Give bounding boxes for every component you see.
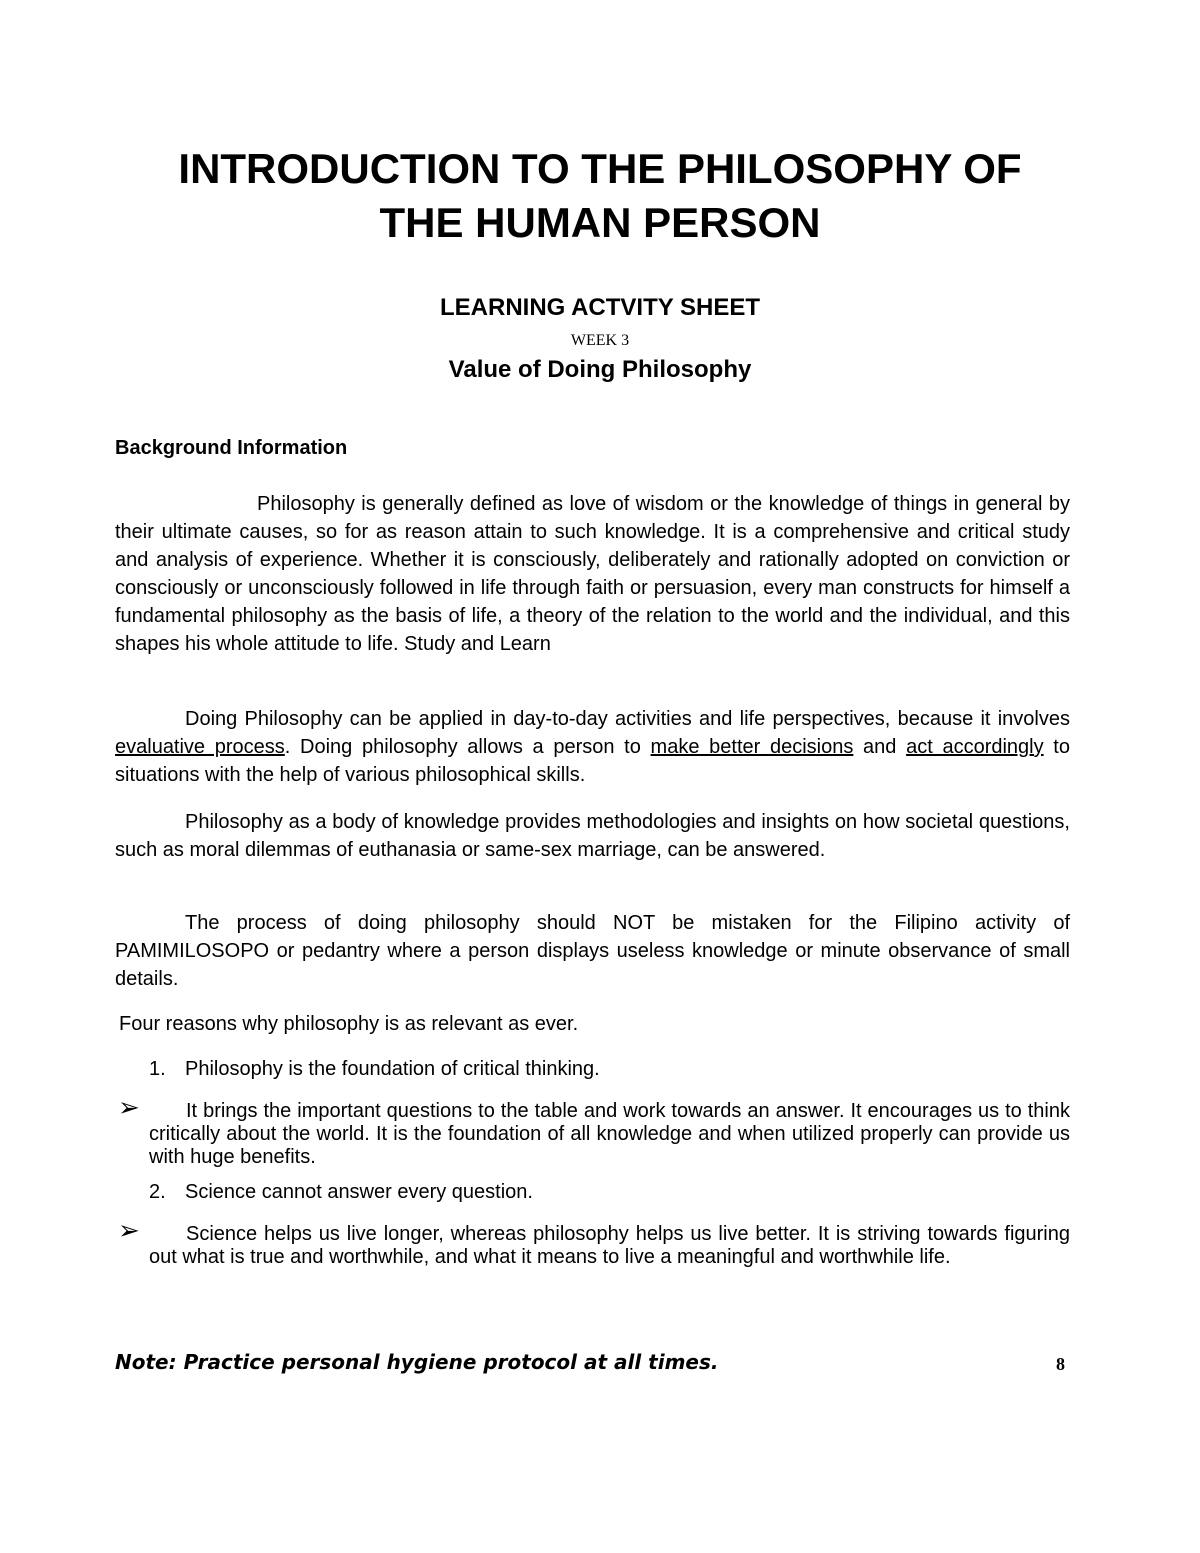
arrow-bullet-icon: ➢ bbox=[118, 1216, 140, 1246]
numbered-item-1 bbox=[149, 1055, 600, 1083]
bullet-text: Science helps us live longer, whereas philosophy helps us live better. It is striving towards figuring out what is true and worthwhile, and what it means to live a meaningful and worthwhile life. bbox=[149, 1223, 1070, 1268]
page-title-line-2: THE HUMAN PERSON bbox=[379, 199, 821, 246]
sheet-subtitle: LEARNING ACTVITY SHEET bbox=[439, 294, 761, 321]
topic-heading: Value of Doing Philosophy bbox=[448, 356, 752, 383]
bullet-item-1 bbox=[118, 1093, 1070, 1169]
bullet-item-2 bbox=[118, 1216, 1070, 1269]
paragraph-body-of-knowledge: Philosophy as a body of knowledge provides methodologies and insights on how societal questions, such as moral dilemmas of euthanasia or same-sex marriage, can be answered. bbox=[115, 811, 1070, 861]
week-label: WEEK 3 bbox=[570, 332, 630, 349]
page-number: 8 bbox=[1056, 1354, 1065, 1374]
paragraph-text: . Doing philosophy allows a person to bbox=[284, 736, 651, 758]
item-number: 1. bbox=[149, 1058, 166, 1080]
item-label: Science cannot answer every question. bbox=[185, 1181, 533, 1203]
bullet-text: It brings the important questions to the table and work towards an answer. It encourages us to think critically about the world. It is the foundation of all knowledge and when utilized properly can provide us with huge benefits. bbox=[149, 1100, 1070, 1168]
reasons-intro: Four reasons why philosophy is as relevant as ever. bbox=[119, 1013, 579, 1035]
paragraph-doing-philosophy bbox=[115, 705, 1070, 789]
paragraph-text: Doing Philosophy can be applied in day-to-day activities and life perspectives, because it involves bbox=[185, 708, 1070, 730]
section-heading: Background Information bbox=[115, 437, 348, 459]
underlined-phrase-evaluative-process: evaluative process bbox=[115, 736, 285, 758]
paragraph-pamimilosopo: The process of doing philosophy should NOT be mistaken for the Filipino activity of PAMIMILOSOPO or pedantry where a person displays useless knowledge or minute observance of small details. bbox=[115, 912, 1070, 990]
underlined-phrase-act-accordingly: act accordingly bbox=[906, 736, 1044, 758]
item-number: 2. bbox=[149, 1181, 166, 1203]
paragraph-text: to situations with the help of various philosophical skills. bbox=[115, 736, 1070, 786]
paragraph-text: and bbox=[853, 736, 907, 758]
arrow-bullet-icon: ➢ bbox=[118, 1093, 140, 1123]
underlined-phrase-make-better-decisions: make better decisions bbox=[650, 736, 854, 758]
item-label: Philosophy is the foundation of critical thinking. bbox=[185, 1058, 600, 1080]
numbered-item-2 bbox=[149, 1178, 533, 1206]
footer-note: Note: Practice personal hygiene protocol at all times. bbox=[115, 1350, 719, 1374]
page-title-line-1: INTRODUCTION TO THE PHILOSOPHY OF bbox=[178, 145, 1022, 192]
page-title bbox=[100, 142, 1100, 250]
paragraph-definition: Philosophy is generally defined as love of wisdom or the knowledge of things in general by their ultimate causes, so for as reason attain to such knowledge. It is a comprehensive and critical study and analysis of experience. Whether it is consciously, deliberately and rationally adopted on conviction or consciously or unconsciously followed in life through faith or persuasion, every man constructs for himself a fundamental philosophy as the basis of life, a theory of the relation to the world and the individual, and this shapes his whole attitude to life. Study and Learn bbox=[115, 493, 1070, 655]
